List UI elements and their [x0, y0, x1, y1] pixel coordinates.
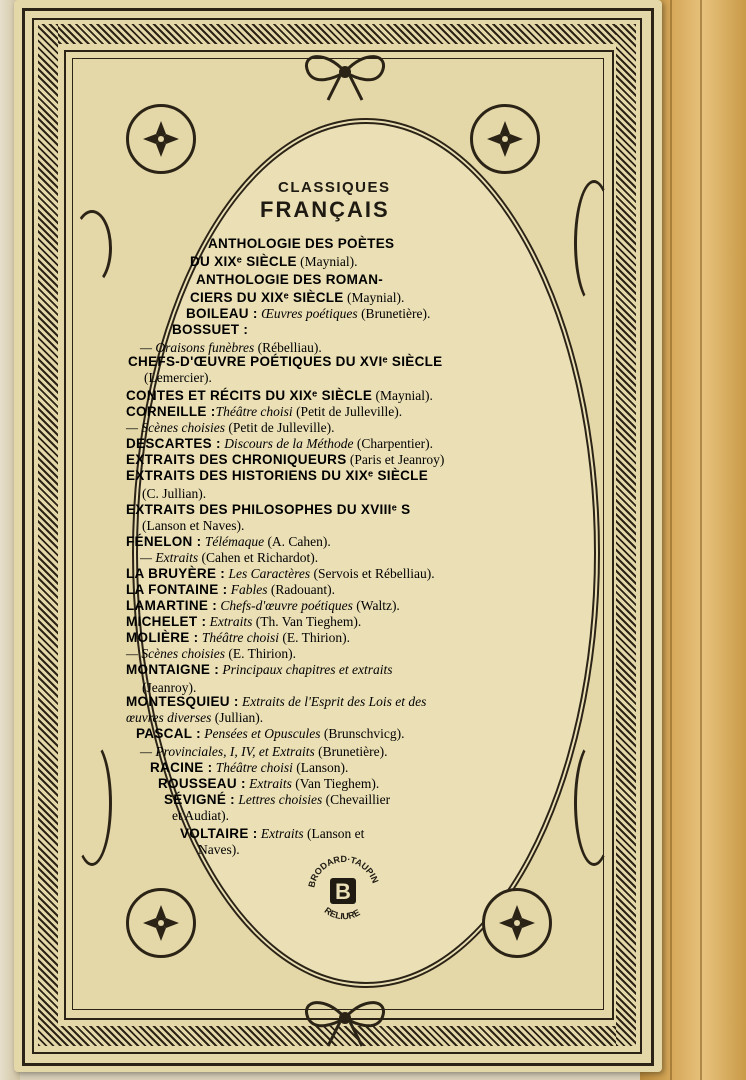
entry-editor: (Charpentier).: [353, 436, 434, 451]
book-entry: [126, 662, 393, 678]
stamp-word: RELIURE: [322, 905, 362, 922]
entry-title: Œuvres poétiques: [257, 306, 358, 321]
scroll-ornament-right-bottom: [574, 740, 614, 866]
entry-title: Fables: [227, 582, 268, 597]
binder-stamp: [302, 848, 386, 932]
entry-author: RACINE :: [150, 760, 213, 775]
book-entry: [150, 760, 348, 776]
entry-author: BOSSUET :: [172, 322, 249, 337]
entry-editor: (Waltz).: [352, 598, 400, 613]
entry-author: PASCAL :: [136, 726, 201, 741]
entry-editor: (Lanson et: [303, 826, 365, 841]
book-entry: [126, 646, 296, 662]
book-entry: [190, 290, 404, 306]
entry-title: Principaux chapitres et extraits: [219, 662, 393, 677]
entry-author: LAMARTINE :: [126, 598, 218, 613]
entry-title: Pensées et Opuscules: [200, 726, 321, 741]
entry-editor: (Servois et Rébelliau).: [310, 566, 435, 581]
entry-author: MONTAIGNE :: [126, 662, 220, 677]
entry-author: CIERS DU XIXᵉ SIÈCLE: [190, 290, 344, 305]
entry-author: EXTRAITS DES HISTORIENS DU XIXᵉ SIÈCLE: [126, 468, 429, 483]
entry-author: EXTRAITS DES PHILOSOPHES DU XVIIIᵉ S: [126, 502, 411, 517]
entry-editor: (Radouant).: [267, 582, 335, 597]
entry-title: Chefs-d'œuvre poétiques: [217, 598, 353, 613]
entry-editor: (Chevaillier: [322, 792, 391, 807]
entry-author: SÉVIGNÉ :: [164, 792, 235, 807]
entry-title: — Provinciales, I, IV, et Extraits: [140, 744, 315, 759]
entry-editor: (Maynial).: [296, 254, 358, 269]
entry-editor: (Lemercier).: [144, 370, 212, 385]
entry-title: Théâtre choisi: [215, 404, 293, 419]
book-entry: [158, 776, 379, 792]
book-entry: [142, 518, 244, 534]
book-entry: [126, 582, 335, 598]
book-entry: [186, 306, 430, 322]
book-entry: [126, 534, 331, 550]
book-entry: [140, 744, 387, 760]
entry-author: CONTES ET RÉCITS DU XIXᵉ SIÈCLE: [126, 388, 373, 403]
entry-editor: (Maynial).: [343, 290, 405, 305]
entry-title: Extraits: [206, 614, 253, 629]
ribbon-bow-icon: [290, 44, 400, 104]
rosette-icon: [470, 104, 540, 174]
entry-title: — Extraits: [140, 550, 199, 565]
entry-author: MONTESQUIEU :: [126, 694, 239, 709]
book-entry: [126, 468, 428, 484]
entry-title: — Scènes choisies: [126, 420, 225, 435]
entry-editor: (Rébelliau).: [254, 340, 322, 355]
book-entry: [126, 694, 426, 710]
entry-author: CORNEILLE :: [126, 404, 216, 419]
entry-editor: (Cahen et Richardot).: [198, 550, 319, 565]
scroll-ornament-right-top: [574, 180, 614, 306]
entry-editor: (C. Jullian).: [142, 486, 207, 501]
hatched-band-left: [38, 24, 58, 1046]
book-entry: [126, 452, 444, 468]
book-entry: [128, 354, 442, 370]
entry-author: MICHELET :: [126, 614, 207, 629]
ribbon-bow-icon: [290, 990, 400, 1050]
entry-title: Théâtre choisi: [198, 630, 279, 645]
entry-editor: (Maynial).: [372, 388, 433, 403]
entry-author: MOLIÈRE :: [126, 630, 199, 645]
entry-title: Extraits: [257, 826, 304, 841]
book-entry: [126, 388, 433, 404]
scroll-ornament-left-bottom: [72, 740, 112, 866]
scroll-ornament-left-top: [72, 210, 112, 286]
entry-author: LA FONTAINE :: [126, 582, 228, 597]
book-entry: [142, 486, 206, 502]
entry-editor: (Brunetière).: [314, 744, 388, 759]
rosette-icon: [126, 104, 196, 174]
book-entry: [126, 566, 435, 582]
book-entry: [198, 842, 240, 858]
entry-title: — Scènes choisies: [126, 646, 225, 661]
entry-editor: (Th. Van Tieghem).: [252, 614, 362, 629]
entry-author: ROUSSEAU :: [158, 776, 246, 791]
book-entry: [126, 436, 433, 452]
book-entry: [140, 550, 318, 566]
entry-author: BOILEAU :: [186, 306, 258, 321]
entry-editor: (E. Thirion).: [278, 630, 350, 645]
hatched-band-right: [616, 24, 636, 1046]
entry-editor: (Brunschvicg).: [320, 726, 405, 741]
entry-author: EXTRAITS DES CHRONIQUEURS: [126, 452, 347, 467]
collection-title: FRANÇAIS: [260, 197, 390, 222]
entry-author: ANTHOLOGIE DES ROMAN-: [196, 272, 384, 287]
entry-author: DESCARTES :: [126, 436, 221, 451]
entry-author: ANTHOLOGIE DES POÈTES: [208, 236, 395, 251]
book-entry: [196, 272, 383, 288]
entry-title: Lettres choisies: [234, 792, 323, 807]
entry-title: — Oraisons funèbres: [140, 340, 255, 355]
entry-editor: (A. Cahen).: [264, 534, 331, 549]
entry-title: Discours de la Méthode: [220, 436, 354, 451]
entry-editor: et Audiat).: [172, 808, 229, 823]
hatched-band-top: [38, 24, 636, 44]
entry-title: Les Caractères: [225, 566, 311, 581]
entry-editor: (Paris et Jeanroy): [346, 452, 445, 467]
book-entry: [144, 370, 212, 386]
book-entry: [208, 236, 394, 252]
book-entry: [126, 420, 334, 436]
book-entry: [126, 502, 410, 518]
entry-title: Extraits de l'Esprit des Lois et des: [238, 694, 427, 709]
entry-editor: Naves).: [198, 842, 240, 857]
stamp-letter: B: [335, 879, 351, 904]
entry-editor: (Van Tieghem).: [291, 776, 380, 791]
entry-editor: (Lanson).: [292, 760, 349, 775]
entry-title: Théâtre choisi: [212, 760, 293, 775]
book-entry: [126, 630, 350, 646]
entry-editor: (Brunetière).: [357, 306, 431, 321]
entry-editor: (Petit de Julleville).: [224, 420, 335, 435]
entry-editor: (Lanson et Naves).: [142, 518, 245, 533]
book-entry: [172, 322, 248, 338]
stamp-arc-text: BRODARD·TAUPIN: [306, 853, 381, 889]
book-entry: [126, 710, 263, 726]
rosette-icon: [126, 888, 196, 958]
book-entry: [172, 808, 229, 824]
book-entry: [190, 254, 358, 270]
entry-author: CHEFS-D'ŒUVRE POÉTIQUES DU XVIᵉ SIÈCLE: [128, 354, 443, 369]
book-entry: [126, 598, 400, 614]
entry-title: œuvres diverses: [126, 710, 212, 725]
entry-author: DU XIXᵉ SIÈCLE: [190, 254, 297, 269]
series-title: CLASSIQUES: [278, 179, 391, 196]
entry-editor: (Petit de Julleville).: [292, 404, 403, 419]
entry-author: FÉNELON :: [126, 534, 202, 549]
book-entry: [136, 726, 404, 742]
book-entry: [126, 404, 402, 420]
rosette-icon: [482, 888, 552, 958]
book-entry: [126, 614, 361, 630]
entry-author: LA BRUYÈRE :: [126, 566, 226, 581]
entry-editor: (Jeanroy).: [142, 680, 197, 695]
entry-author: VOLTAIRE :: [180, 826, 258, 841]
entry-title: Extraits: [245, 776, 292, 791]
book-entry: [164, 792, 390, 808]
entry-editor: (Jullian).: [211, 710, 264, 725]
book-entry: [180, 826, 364, 842]
entry-editor: (E. Thirion).: [224, 646, 296, 661]
entry-title: Télémaque: [201, 534, 265, 549]
